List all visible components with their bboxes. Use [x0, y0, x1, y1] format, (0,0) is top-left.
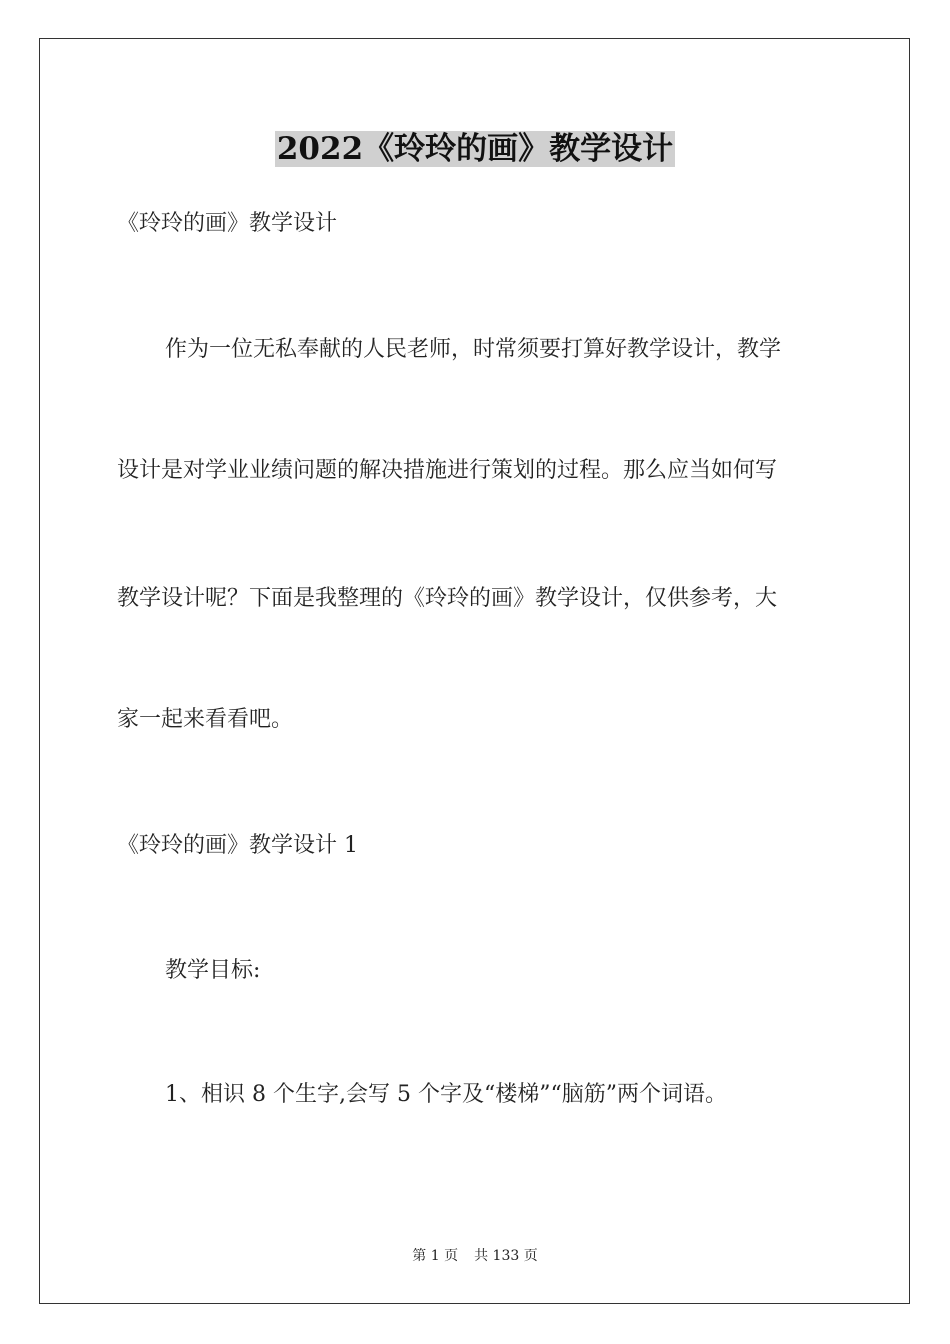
- goal-item-1: 1、相识 8 个生字,会写 5 个字及“楼梯”“脑筋”两个词语。: [165, 1082, 727, 1107]
- page-number: 第 1 页: [412, 1248, 459, 1264]
- document-title-text: 2022《玲玲的画》教学设计: [276, 131, 674, 167]
- intro-line-1: 作为一位无私奉献的人民老师，时常须要打算好教学设计，教学: [165, 337, 782, 362]
- intro-line-3: 教学设计呢？下面是我整理的《玲玲的画》教学设计，仅供参考，大: [117, 586, 778, 611]
- page-total: 共 133 页: [474, 1248, 538, 1264]
- goals-label: 教学目标:: [165, 958, 261, 983]
- document-title: [0, 128, 950, 170]
- intro-line-4: 家一起来看看吧。: [117, 707, 294, 732]
- page-footer: [0, 1247, 950, 1265]
- document-subtitle: 《玲玲的画》教学设计: [117, 211, 338, 236]
- section-heading: 《玲玲的画》教学设计 1: [117, 833, 358, 858]
- intro-line-2: 设计是对学业业绩问题的解决措施进行策划的过程。那么应当如何写: [117, 458, 778, 483]
